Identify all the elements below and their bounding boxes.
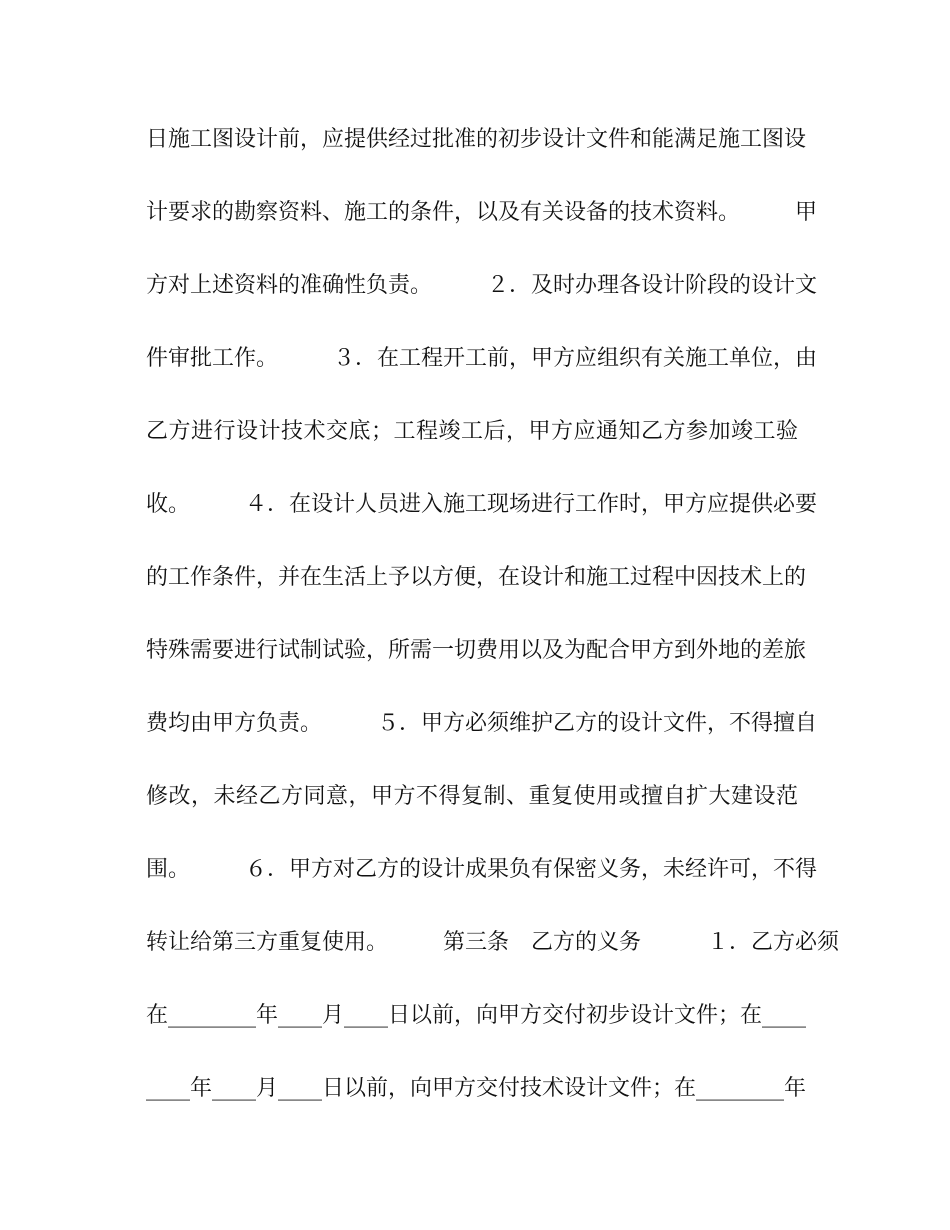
text-line-11: 围。 ６．甲方对乙方的设计成果负有保密义务，未经许可，不得 [146, 857, 818, 882]
text-line-12: 转让给第三方重复使用。 第三条 乙方的义务 １．乙方必须 [146, 930, 840, 955]
text-line-5: 乙方进行设计技术交底；工程竣工后，甲方应通知乙方参加竣工验 [146, 419, 798, 444]
text-line-9: 费均由甲方负责。 ５．甲方必须维护乙方的设计文件，不得擅自 [146, 711, 818, 736]
text-line-14: ____年____月____日以前，向甲方交付技术设计文件；在________年 [146, 1076, 807, 1101]
text-line-2: 计要求的勘察资料、施工的条件，以及有关设备的技术资料。 甲 [146, 200, 818, 225]
text-line-13: 在________年____月____日以前，向甲方交付初步设计文件；在____ [146, 1003, 807, 1028]
text-line-3: 方对上述资料的准确性负责。 ２．及时办理各设计阶段的设计文 [146, 273, 818, 298]
text-line-7: 的工作条件，并在生活上予以方便，在设计和施工过程中因技术上的 [146, 565, 807, 590]
text-line-8: 特殊需要进行试制试验，所需一切费用以及为配合甲方到外地的差旅 [146, 638, 807, 663]
text-line-6: 收。 ４．在设计人员进入施工现场进行工作时，甲方应提供必要 [146, 492, 818, 517]
text-line-10: 修改，未经乙方同意，甲方不得复制、重复使用或擅自扩大建设范 [146, 784, 798, 809]
contract-text-body [146, 116, 840, 1138]
text-line-4: 件审批工作。 ３．在工程开工前，甲方应组织有关施工单位，由 [146, 346, 818, 371]
text-line-1: 日施工图设计前，应提供经过批准的初步设计文件和能满足施工图设 [146, 127, 807, 152]
